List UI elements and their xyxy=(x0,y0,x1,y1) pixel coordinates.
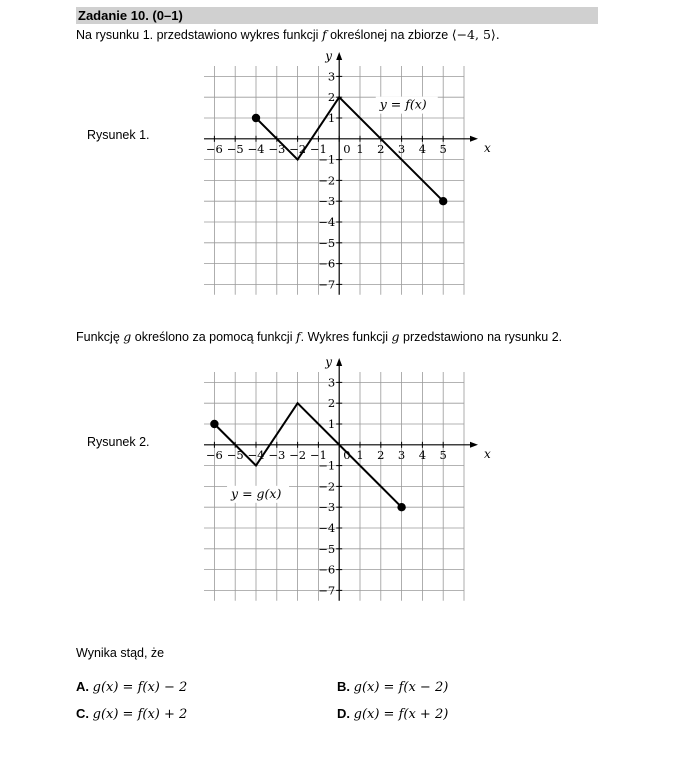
y-tick-label: 3 xyxy=(327,69,336,84)
task-middle xyxy=(76,329,562,344)
x-tick-label: 0 xyxy=(343,447,351,462)
y-tick-label: −7 xyxy=(318,583,336,598)
y-axis-label: y xyxy=(325,355,332,369)
answer-a-formula: g(x) = f(x) − 2 xyxy=(92,680,188,695)
figure-2-graph xyxy=(199,355,491,606)
figure-2-caption: Rysunek 2. xyxy=(87,435,150,449)
closed-endpoint xyxy=(397,503,405,511)
conclusion-text: Wynika stąd, że xyxy=(76,646,165,660)
y-tick-label: −7 xyxy=(318,277,336,292)
y-tick-label: −2 xyxy=(318,173,336,188)
intro-text-2: określonej na zbiorze xyxy=(330,28,449,42)
x-axis-label: x xyxy=(484,140,491,155)
x-axis-arrow xyxy=(470,442,478,448)
x-axis-label: x xyxy=(484,446,491,461)
y-axis-arrow xyxy=(336,52,342,60)
middle-text-a: Funkcję xyxy=(76,330,120,344)
x-tick-label: 5 xyxy=(439,447,447,462)
y-tick-label: −1 xyxy=(318,458,336,473)
x-tick-label: −2 xyxy=(289,141,307,156)
answer-c-letter: C. xyxy=(76,706,89,721)
answer-b-formula: g(x) = f(x − 2) xyxy=(353,680,449,695)
y-tick-label: −1 xyxy=(318,152,336,167)
answer-b[interactable] xyxy=(337,679,448,695)
x-tick-label: −4 xyxy=(247,141,265,156)
x-tick-label: 1 xyxy=(356,447,364,462)
curve-label: y = g(x) xyxy=(231,485,282,501)
x-tick-label: −4 xyxy=(247,447,265,462)
f-symbol-2: f xyxy=(295,329,301,344)
y-axis-arrow xyxy=(336,358,342,366)
y-tick-label: 2 xyxy=(327,90,336,105)
y-tick-label: 1 xyxy=(327,111,336,125)
y-tick-label: −3 xyxy=(318,194,336,209)
x-tick-label: 3 xyxy=(397,141,406,156)
answer-c-formula: g(x) = f(x) + 2 xyxy=(92,707,188,722)
y-tick-label: 1 xyxy=(327,417,336,431)
x-tick-label: −6 xyxy=(205,141,223,156)
x-tick-label: −5 xyxy=(226,447,244,462)
x-tick-label: 4 xyxy=(418,141,427,156)
x-tick-label: 2 xyxy=(377,447,385,462)
y-tick-label: −5 xyxy=(318,235,336,250)
closed-endpoint xyxy=(439,197,447,205)
y-tick-label: −6 xyxy=(318,562,336,577)
answer-d-letter: D. xyxy=(337,706,350,721)
y-axis-label: y xyxy=(325,49,332,63)
task-header: Zadanie 10. (0–1) xyxy=(76,7,598,24)
answer-d[interactable] xyxy=(337,706,448,722)
y-tick-label: −2 xyxy=(318,479,336,494)
answer-b-letter: B. xyxy=(337,679,350,694)
figure-1-graph xyxy=(199,49,491,300)
y-tick-label: −4 xyxy=(318,215,336,229)
x-tick-label: −2 xyxy=(289,447,307,462)
closed-endpoint xyxy=(252,114,260,122)
y-tick-label: 3 xyxy=(327,375,336,390)
y-tick-label: 2 xyxy=(327,396,336,411)
x-tick-label: 0 xyxy=(343,141,351,156)
closed-endpoint xyxy=(210,420,218,428)
curve-label: y = f(x) xyxy=(379,96,427,112)
x-tick-label: 2 xyxy=(377,141,385,156)
y-tick-label: −5 xyxy=(318,541,336,556)
y-tick-label: −6 xyxy=(318,256,336,271)
x-tick-label: −1 xyxy=(309,447,327,462)
x-tick-label: −6 xyxy=(205,447,223,462)
middle-text-c: . Wykres funkcji xyxy=(300,330,389,344)
answer-a-letter: A. xyxy=(76,679,89,694)
x-tick-label: −3 xyxy=(268,141,286,156)
x-tick-label: 1 xyxy=(356,141,364,156)
x-tick-label: 5 xyxy=(439,141,447,156)
middle-text-d: przedstawiono na rysunku 2. xyxy=(403,330,563,344)
figure-1-caption: Rysunek 1. xyxy=(87,128,150,142)
f-symbol: f xyxy=(321,27,327,42)
task-intro xyxy=(76,27,500,42)
intro-text-1: Na rysunku 1. przedstawiono wykres funkcji xyxy=(76,28,319,42)
x-axis-arrow xyxy=(470,136,478,142)
x-tick-label: −5 xyxy=(226,141,244,156)
y-tick-label: −4 xyxy=(318,521,336,535)
y-tick-label: −3 xyxy=(318,500,336,515)
domain-interval: ⟨−4, 5⟩. xyxy=(451,27,500,42)
middle-text-b: określono za pomocą funkcji xyxy=(134,330,293,344)
x-tick-label: 3 xyxy=(397,447,406,462)
x-tick-label: −3 xyxy=(268,447,286,462)
answer-c[interactable] xyxy=(76,706,187,722)
g-symbol: g xyxy=(123,329,132,344)
answer-a[interactable] xyxy=(76,679,187,695)
answer-d-formula: g(x) = f(x + 2) xyxy=(353,707,449,722)
x-tick-label: −1 xyxy=(309,141,327,156)
x-tick-label: 4 xyxy=(418,447,427,462)
g-symbol-2: g xyxy=(391,329,400,344)
